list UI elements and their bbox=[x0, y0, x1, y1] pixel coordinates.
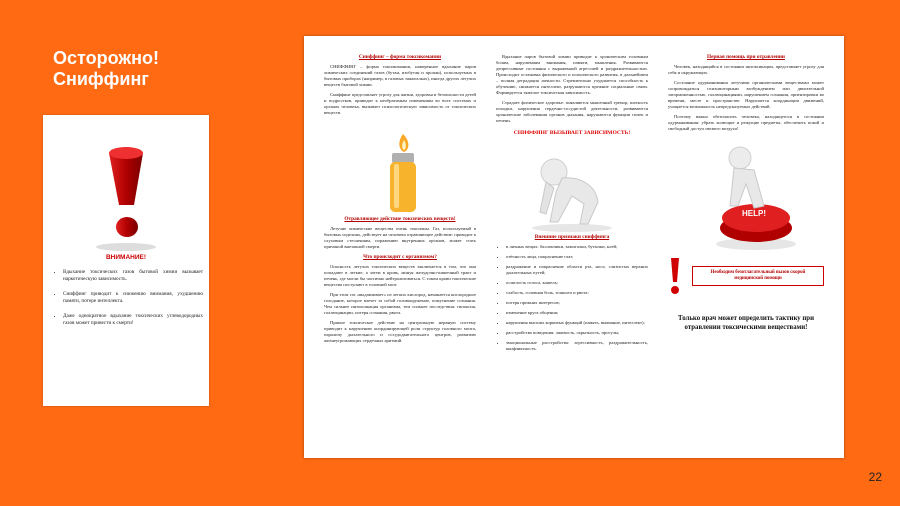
person-icon bbox=[496, 142, 648, 234]
brochure-column-3 bbox=[668, 54, 824, 332]
lighter-icon bbox=[324, 120, 476, 216]
paragraph: СНИФФИНГ – форма токсикомании, намеренное вдыхание паров химических соединений газов (бутан, изобутан и пропан), используемых в бытовых приборах (например, в газовых зажигалках), иногда других летучих веществ бытовой химии. bbox=[324, 64, 476, 87]
paragraph: Человек, находящийся в состоянии интоксикации, представляет угрозу для себя и окружающих. bbox=[668, 64, 824, 75]
heading-toxic-action: Отравляющее действие токсических веществ! bbox=[344, 216, 456, 222]
help-button-icon bbox=[668, 136, 824, 252]
list-item: • эмоциональные расстройства: агрессивность, раздражительность, конфликтность. bbox=[506, 340, 648, 352]
list-item: • отёчность лица, покраснение глаз; bbox=[506, 254, 648, 260]
paragraph: Поэтому важно обезопасить человека, находящегося в состоянии одурманивания: убрать колющие и режущие предметы, обеспечить покой и свободный доступ свежего воздуха! bbox=[668, 114, 824, 131]
heading-first-aid: Первая помощь при отравлении bbox=[707, 54, 785, 60]
lighter-illustration bbox=[324, 120, 476, 216]
paragraph: При этом газ «выдавливает» из легких кислород, начинается кислородное голодание, которое влечет за собой головокружение, помутнение сознания. Чем сильнее интоксикация организма, тем сильнее последствия: гипоксия, галлюцинации, потеря сознания, рвота. bbox=[324, 292, 476, 315]
list-item: • слабость, головная боль, тошнота и рвота; bbox=[506, 290, 648, 296]
paragraph: Опасность летучих токсических веществ заключается в том, что они попадают в легкие, а затем в кровь, минуя желудочно-кишечный тракт и печень, где могли бы частично нейтрализоваться. С током крови токсические вещества поступают в головной мозг. bbox=[324, 264, 476, 287]
heading-sniffing-form: Сниффинг – форма токсикомании bbox=[358, 54, 442, 60]
heading-organism: Что происходит с организмом? bbox=[363, 254, 437, 260]
list-item: • Даже однократное вдыхание токсических углеводородных газов может привести к смерти! bbox=[63, 313, 203, 327]
brochure bbox=[304, 36, 844, 458]
paragraph: Страдает физическое здоровье: появляются мышечный тремор, шаткость походки, нарушения сердечно-сосудистой деятельности, развиваются хронические заболевания органов дыхания, нарушаются функции почек и печени. bbox=[496, 100, 648, 123]
heading-external-signs: Внешние признаки сниффинга bbox=[534, 234, 610, 240]
crouching-figure-illustration bbox=[496, 142, 648, 234]
ambulance-notice: Необходим безотлагательный вызов скорой медицинской помощи bbox=[692, 266, 824, 286]
list-item: • осиплость голоса, кашель; bbox=[506, 280, 648, 286]
slide-title bbox=[53, 48, 159, 90]
slide-title-line1: Осторожно! bbox=[53, 48, 159, 68]
list-item: • изменение круга общения; bbox=[506, 310, 648, 316]
list-item: • нарушения высших корковых функций (память, внимание, интеллект); bbox=[506, 320, 648, 326]
help-label: HELP! bbox=[742, 209, 766, 218]
list-item: • расстройства поведения: лживость, скрытность, прогулы; bbox=[506, 330, 648, 336]
slide-title-line2: Сниффинг bbox=[53, 69, 149, 89]
paragraph: Вдыхание паров бытовой химии приводит к хроническим головным болям, нарушениям внимания, памяти, мышления. Развиваются депрессивные состояния с выраженной агрессией и раздражительностью. Происходит остановка физического и психического развития, в дальнейшем – полная деградация личности. Стремительно ухудшается способность к обучению, снижается интеллект, разрушаются прежние социальные связи. Формируется тяжелое токсическая зависимость. bbox=[496, 54, 648, 95]
brochure-column-1 bbox=[324, 54, 476, 348]
exclamation-icon bbox=[43, 115, 209, 255]
dependency-caption: СНИФФИНГ ВЫЗЫВАЕТ ЗАВИСИМОСТЬ! bbox=[513, 130, 631, 136]
alert-row bbox=[668, 256, 824, 296]
list-item: • Вдыхание токсических газов бытовой химии вызывает наркотическую зависимость. bbox=[63, 269, 203, 283]
paragraph: Сниффинг представляет угрозу для жизни, здоровья и безопасности детей и подростков, приводит к необратимым изменениям во всех системах и органах человека, вызывает психологическую зависимость от токсических веществ. bbox=[324, 92, 476, 115]
warning-card bbox=[43, 115, 209, 406]
doctor-notice: Только врач может определить тактику при отравлении токсическими веществами! bbox=[677, 315, 814, 331]
list-item: • Сниффинг приводит к снижению внимания, ухудшению памяти, потере интеллекта. bbox=[63, 291, 203, 305]
list-item: • раздражение и покраснение области рта, носа, слизистых верхних дыхательных путей; bbox=[506, 264, 648, 276]
warning-label: ВНИМАНИЕ! bbox=[105, 254, 147, 261]
help-button-illustration bbox=[668, 136, 824, 252]
paragraph: Летучие химические вещества очень токсичны. Газ, используемый в бытовых изделиях, действует на человека отравляющее действие: приводит к слуховым стеснениям, поражению внутренних органов, может стать причиной внезапной смерти. bbox=[324, 226, 476, 249]
warning-list bbox=[57, 269, 203, 335]
page-number: 22 bbox=[868, 470, 882, 484]
paragraph: Прямое токсическое действие на центральную нервную систему приводит к нарушению координирующей роли структур головного мозга, параличу дыхательного и сосудодвигательного центров, развитию жизнеугрожающих сердечных аритмий. bbox=[324, 320, 476, 343]
exclamation-icon bbox=[668, 256, 682, 296]
paragraph: Состояние одурманивания летучими органическими веществами может сопровождаться психомоторным возбуждением или двигательной заторможенностью, галлюцинациями, нарушением сознания, ориентировки во времени, месте и пространстве. Нарушается координация движений, учащается возможность непредсказуемых действий. bbox=[668, 80, 824, 109]
list-item: • потеря прежних интересов; bbox=[506, 300, 648, 306]
brochure-column-2 bbox=[496, 54, 648, 356]
signs-list bbox=[496, 244, 648, 352]
list-item: • в личных вещах: баллончики, зажигалки, бутылки, клей; bbox=[506, 244, 648, 250]
